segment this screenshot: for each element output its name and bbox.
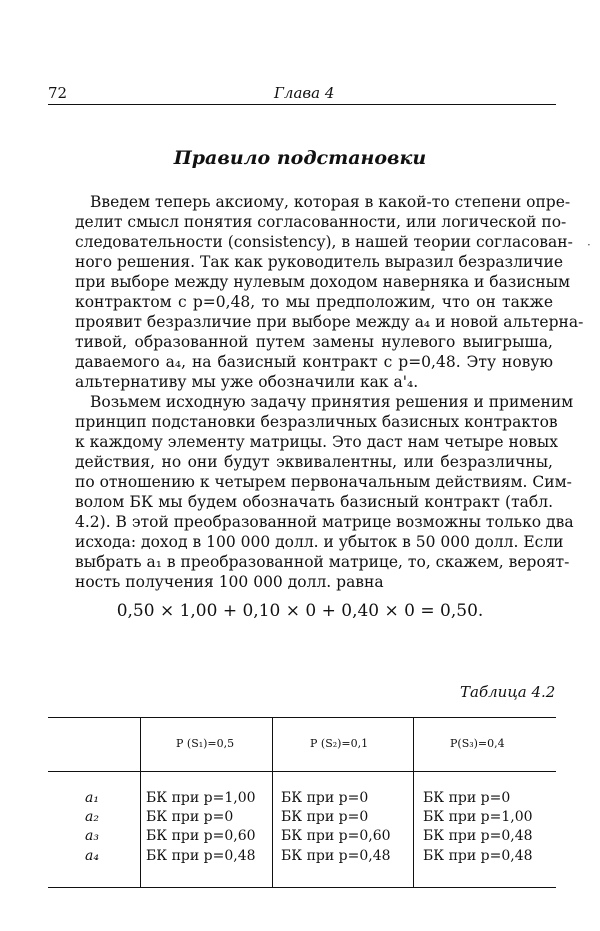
column-divider bbox=[413, 718, 414, 888]
column-header: P (S₁)=0,5 bbox=[176, 737, 235, 750]
text-line: по отношению к четырем первоначальным действиям. Сим- bbox=[75, 473, 572, 491]
column-header: P(S₃)=0,4 bbox=[450, 737, 505, 750]
table-cell: БК при p=0,48 bbox=[281, 848, 391, 864]
page-header bbox=[48, 84, 556, 104]
page-number: 72 bbox=[48, 84, 68, 102]
table-cell: БК при p=0,60 bbox=[146, 828, 256, 844]
table-cell: БК при p=0,60 bbox=[281, 828, 391, 844]
section-title: Правило подстановки bbox=[173, 147, 427, 169]
table-cell: БК при p=0,48 bbox=[146, 848, 256, 864]
table-cell: БК при p=1,00 bbox=[146, 790, 256, 806]
row-label: a₃ bbox=[85, 828, 99, 844]
row-label: a₁ bbox=[85, 790, 99, 806]
text-line: альтернативу мы уже обозначили как a'₄. bbox=[75, 373, 419, 391]
text-line: принцип подстановки безразличных базисных контрактов bbox=[75, 413, 558, 431]
text-line: выбрать a₁ в преобразованной матрице, то, скажем, вероят- bbox=[75, 553, 570, 571]
text-line: следовательности (consistency), в нашей теории согласован- bbox=[75, 233, 573, 251]
text-line: проявит безразличие при выборе между a₄ и новой альтерна- bbox=[75, 313, 584, 331]
text-line: ного решения. Так как руководитель выразил безразличие bbox=[75, 253, 563, 271]
table-cell: БК при p=0,48 bbox=[423, 848, 533, 864]
table-cell: БК при p=0,48 bbox=[423, 828, 533, 844]
table-cell: БК при p=0 bbox=[146, 809, 234, 825]
text-line: 4.2). В этой преобразованной матрице возможны только два bbox=[75, 513, 574, 531]
text-line: контрактом с p=0,48, то мы предположим, что он также bbox=[75, 293, 553, 311]
chapter-title: Глава 4 bbox=[274, 84, 335, 102]
column-divider bbox=[272, 718, 273, 888]
text-line: действия, но они будут эквивалентны, или безразличны, bbox=[75, 453, 553, 471]
formula: 0,50 × 1,00 + 0,10 × 0 + 0,40 × 0 = 0,50. bbox=[116, 601, 484, 621]
text-line: ность получения 100 000 долл. равна bbox=[75, 573, 384, 591]
table-cell: БК при p=0 bbox=[423, 790, 511, 806]
table-top-rule bbox=[48, 717, 556, 718]
text-line: при выборе между нулевым доходом наверняка и базисным bbox=[75, 273, 571, 291]
table-cell: БК при p=0 bbox=[281, 790, 369, 806]
text-line: исхода: доход в 100 000 долл. и убыток в 50 000 долл. Если bbox=[75, 533, 564, 551]
row-label: a₄ bbox=[85, 848, 99, 864]
text-line: даваемого a₄, на базисный контракт с p=0,48. Эту новую bbox=[75, 353, 553, 371]
text-line: делит смысл понятия согласованности, или логической по- bbox=[75, 213, 567, 231]
text-line: Введем теперь аксиому, которая в какой-то степени опре- bbox=[90, 193, 571, 211]
row-label: a₂ bbox=[85, 809, 99, 825]
header-rule bbox=[48, 104, 556, 105]
table-cell: БК при p=1,00 bbox=[423, 809, 533, 825]
margin-mark: · bbox=[587, 238, 591, 252]
table-caption: Таблица 4.2 bbox=[460, 683, 556, 701]
text-line: Возьмем исходную задачу принятия решения и применим bbox=[90, 393, 574, 411]
text-line: тивой, образованной путем замены нулевого выигрыша, bbox=[75, 333, 553, 351]
table-bottom-rule bbox=[48, 887, 556, 888]
text-line: волом БК мы будем обозначать базисный контракт (табл. bbox=[75, 493, 553, 511]
column-divider bbox=[140, 718, 141, 888]
table-cell: БК при p=0 bbox=[281, 809, 369, 825]
text-line: к каждому элементу матрицы. Это даст нам четыре новых bbox=[75, 433, 558, 451]
table-header-rule bbox=[48, 771, 556, 772]
column-header: P (S₂)=0,1 bbox=[310, 737, 369, 750]
